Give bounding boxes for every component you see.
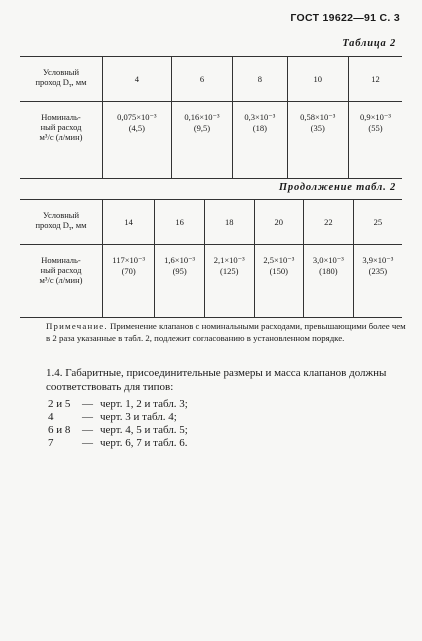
- header-value-cell: 10: [287, 57, 349, 102]
- value-cell: 0,9×10⁻³ (55): [349, 102, 403, 179]
- clause-1-4: 1.4. Габаритные, присоединительные размеры и масса клапанов должны соответствовать для типов:: [46, 367, 387, 393]
- header-value-cell: 6: [171, 57, 233, 102]
- list-item: 6 и 8 — черт. 4, 5 и табл. 5;: [48, 424, 188, 436]
- value-cell: 3,0×10⁻³ (180): [304, 245, 354, 318]
- list-item: 2 и 5 — черт. 1, 2 и табл. 3;: [48, 398, 188, 410]
- header-value-cell: 14: [103, 200, 155, 245]
- header-value-cell: 12: [349, 57, 403, 102]
- value-cell: 3,9×10⁻³ (235): [353, 245, 402, 318]
- header-value-cell: 22: [304, 200, 354, 245]
- value-cell: 0,58×10⁻³ (35): [287, 102, 349, 179]
- value-cell: 117×10⁻³ (70): [103, 245, 155, 318]
- table-2-caption: Таблица 2: [342, 38, 396, 49]
- row-label-cell: Номиналь- ный расход м³/с (л/мин): [20, 102, 103, 179]
- list-item: 7 — черт. 6, 7 и табл. 6.: [48, 437, 188, 449]
- type-list: [48, 398, 188, 450]
- table-2-continuation: [20, 199, 402, 318]
- value-cell: 2,1×10⁻³ (125): [204, 245, 254, 318]
- value-cell: 2,5×10⁻³ (150): [254, 245, 304, 318]
- header-label-cell: Условный проход $D_т$, мм: [20, 57, 103, 102]
- header-value-cell: 16: [155, 200, 205, 245]
- header-value-cell: 4: [103, 57, 172, 102]
- note-paragraph: [46, 320, 406, 344]
- note-lead: Примечание.: [46, 321, 108, 331]
- value-cell: 1,6×10⁻³ (95): [155, 245, 205, 318]
- value-cell: 0,16×10⁻³ (9,5): [171, 102, 233, 179]
- row-label-cell: Номиналь- ный расход м³/с (л/мин): [20, 245, 103, 318]
- table-2-continuation-caption: Продолжение табл. 2: [278, 182, 396, 193]
- header-value-cell: 20: [254, 200, 304, 245]
- value-cell: 0,3×10⁻³ (18): [233, 102, 287, 179]
- header-label-cell: Условный проход $D_т$, мм: [20, 200, 103, 245]
- table-2: [20, 56, 402, 179]
- header-value-cell: 8: [233, 57, 287, 102]
- note-text: Применение клапанов с номинальными расходами, превышающими более чем в 2 раза указанные в табл. 2, подлежит согласованию в установленном порядке.: [46, 321, 406, 343]
- list-item: 4 — черт. 3 и табл. 4;: [48, 411, 177, 423]
- header-value-cell: 25: [353, 200, 402, 245]
- page-header: ГОСТ 19622—91 С. 3: [290, 12, 400, 24]
- header-value-cell: 18: [204, 200, 254, 245]
- value-cell: 0,075×10⁻³ (4,5): [103, 102, 172, 179]
